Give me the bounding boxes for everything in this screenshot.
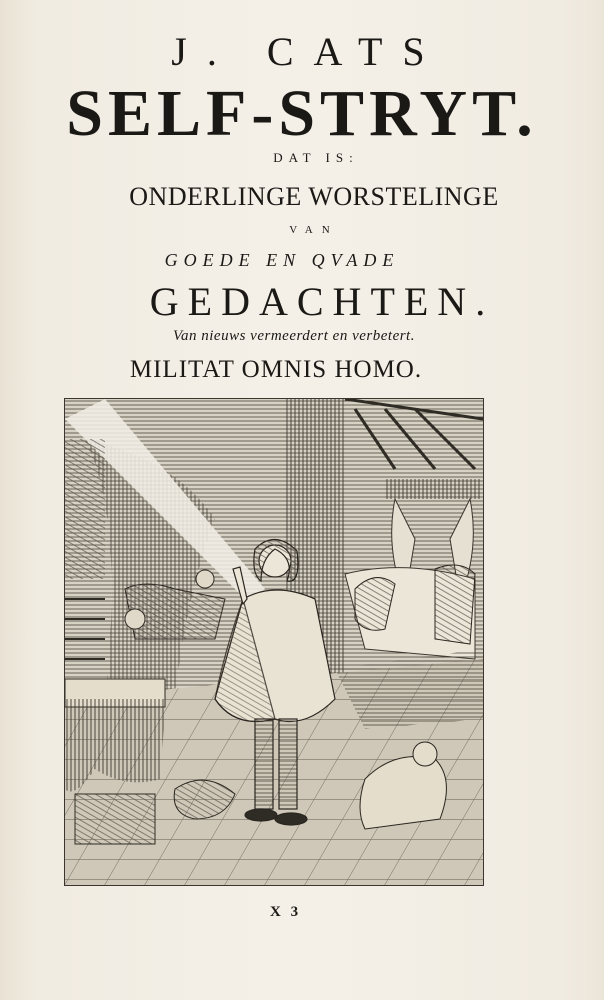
dat-is-line: DAT IS: [273, 150, 359, 165]
subtitle-line-1: ONDERLINGE WORSTELINGE [129, 182, 499, 211]
engraving-illustration [64, 398, 484, 886]
subtitle-line-2: GOEDE EN QVADE [164, 250, 400, 270]
edition-note: Van nieuws vermeerdert en verbetert. [173, 328, 415, 344]
author-name: J. CATS [171, 29, 445, 74]
motto: MILITAT OMNIS HOMO. [129, 356, 423, 383]
subtitle-line-3: GEDACHTEN. [149, 279, 495, 324]
van-line: VAN [289, 224, 339, 236]
book-title: SELF-STRYT. [66, 77, 538, 150]
signature-mark: X 3 [270, 904, 302, 920]
